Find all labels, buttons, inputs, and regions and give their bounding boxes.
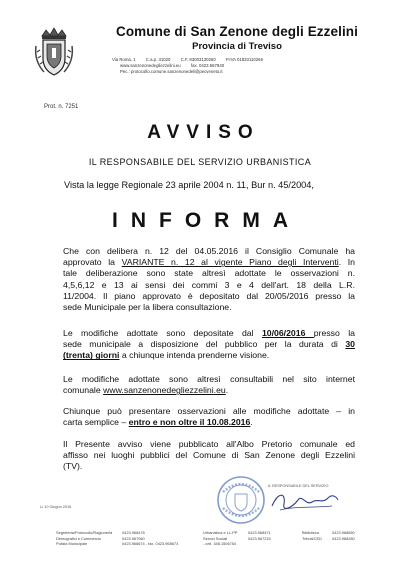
signature-label: IL RESPONSABILE DEL SERVIZIO [268, 484, 329, 488]
text-line: affisso nei luoghi pubblici del Comune di San Zenone degli Ezzelini [63, 450, 355, 461]
text-line [63, 350, 355, 361]
footer-phone: 0423.567215 [248, 535, 271, 541]
postal-code: C.a.p. 31020 [145, 57, 171, 62]
province-name: Provincia di Treviso [192, 41, 282, 52]
footer-office: Segreteria/Protocollo/Ragioneria [56, 530, 113, 535]
text-fragment: sede municipale a disposizione del pubblico per la durata di [63, 339, 346, 350]
vat-number: P.IVA 01833110266 [225, 57, 263, 62]
footer-phone: 0423.968478 [122, 530, 145, 535]
municipality-name: Comune di San Zenone degli Ezzelini [115, 24, 359, 39]
text-line: tale deliberazione sono state altresì adottate le osservazioni n. [63, 268, 355, 279]
text-fragment: comunale [63, 385, 104, 396]
text-fragment: . [225, 385, 229, 396]
paragraph-approval [63, 246, 355, 313]
footer-office: Tributi/CED [302, 535, 322, 541]
footer-office: Demografici e Commercio [56, 535, 101, 541]
footer-phone: 0423.968650 [332, 530, 355, 535]
text-line: sede Municipale per la libera consultazione. [63, 302, 232, 313]
duration-days: 30 [345, 339, 355, 350]
footer-phones-1 [122, 530, 178, 547]
header-fax: fax. 0423.567840 [190, 63, 225, 68]
footer-office: Servizi Sociali [203, 535, 228, 541]
text-line: Il Presente avviso viene pubblicato all'Albo Pretorio comunale ed [63, 439, 355, 449]
variant-reference: VARIANTE n. 12 al vigente Piano degli Interventi [121, 257, 339, 268]
text-line [63, 339, 355, 350]
issuer-line: IL RESPONSABILE DEL SERVIZIO URBANISTICA [88, 157, 312, 167]
duration-words: (trenta) giorni [63, 350, 120, 361]
text-line: Che con delibera n. 12 del 04.05.2016 il Consiglio Comunale ha [63, 246, 355, 256]
text-fragment: approvato la [63, 257, 122, 268]
municipal-stamp-icon [215, 474, 267, 526]
coat-of-arms-icon [34, 26, 74, 78]
deposit-date: 10/06/2016 [261, 328, 314, 338]
paragraph-deposit [63, 328, 355, 362]
contact-pec-line: Pec.: protocollo.comune.sanzenonedeli@pecveneto.it [120, 69, 223, 74]
address: Via Roma, 1 [112, 57, 136, 62]
footer-phones-2 [248, 530, 271, 541]
text-fragment: Le modifiche adottate sono depositate dal [63, 328, 262, 338]
handwritten-signature-icon [266, 486, 341, 516]
paragraph-observations [63, 406, 355, 428]
paragraph-website [63, 374, 355, 396]
footer-offices-3 [302, 530, 322, 541]
footer-office: Biblioteca [302, 530, 319, 535]
text-line [63, 257, 355, 268]
text-fragment: carta semplice – [63, 417, 129, 428]
deadline: entro e non oltre il 10.08.2016 [128, 417, 251, 428]
text-line: 11/2004. Il piano approvato è depositato dal 20/05/2016 presso la [63, 290, 355, 301]
footer-office: Polizia Municipale [56, 541, 88, 547]
paragraph-publication [63, 439, 355, 473]
footer-phone: 0423.968674 - fax. 0423.968673 [122, 541, 179, 547]
legal-reference: Vista la legge Regionale 23 aprile 2004 n. 11, Bur n. 45/2004, [64, 180, 314, 190]
notice-title: AVVISO [147, 122, 260, 143]
footer-phone: 0423.968471 [248, 530, 271, 535]
website-link[interactable]: www.sanzenonedegliezzelini.eu [103, 385, 226, 396]
text-fragment: . [250, 417, 253, 428]
footer-offices-2 [203, 530, 238, 547]
text-fragment: . In [338, 257, 355, 268]
text-fragment: a chiunque intenda prenderne visione. [119, 350, 270, 361]
informa-heading: INFORMA [112, 209, 301, 232]
text-line [63, 417, 355, 428]
footer-phone: 0423.968280 [332, 535, 355, 541]
text-line: 4,5,6,12 e 13 ai sensi dei commi 3 e 4 dell'art. 18 della L.R. [63, 279, 355, 290]
text-line [63, 328, 355, 339]
footer-phone: 0423.567060 [122, 535, 145, 541]
text-line [63, 385, 355, 396]
header-website: www.sanzenonedegliezzelini.eu [120, 63, 181, 68]
fiscal-code: C.F. 83003130260 [180, 57, 216, 62]
footer-phones-3 [332, 530, 355, 541]
footer-offices-1 [56, 530, 113, 547]
footer-phone: - cell. 348.1506754 [203, 541, 237, 547]
text-line: (TV). [63, 461, 83, 472]
issue-date: Lì 10 Giugno 2016 [40, 505, 72, 509]
protocol-number: Prot. n. 7251 [44, 104, 79, 110]
footer-office: Urbanistica e LL.PP. [203, 530, 238, 535]
text-fragment: presso la [313, 328, 355, 338]
text-line: Le modifiche adottate sono altresì consultabili nel sito internet [63, 374, 355, 384]
text-line: Chiunque può presentare osservazioni alle modifiche adottate – in [63, 406, 355, 416]
